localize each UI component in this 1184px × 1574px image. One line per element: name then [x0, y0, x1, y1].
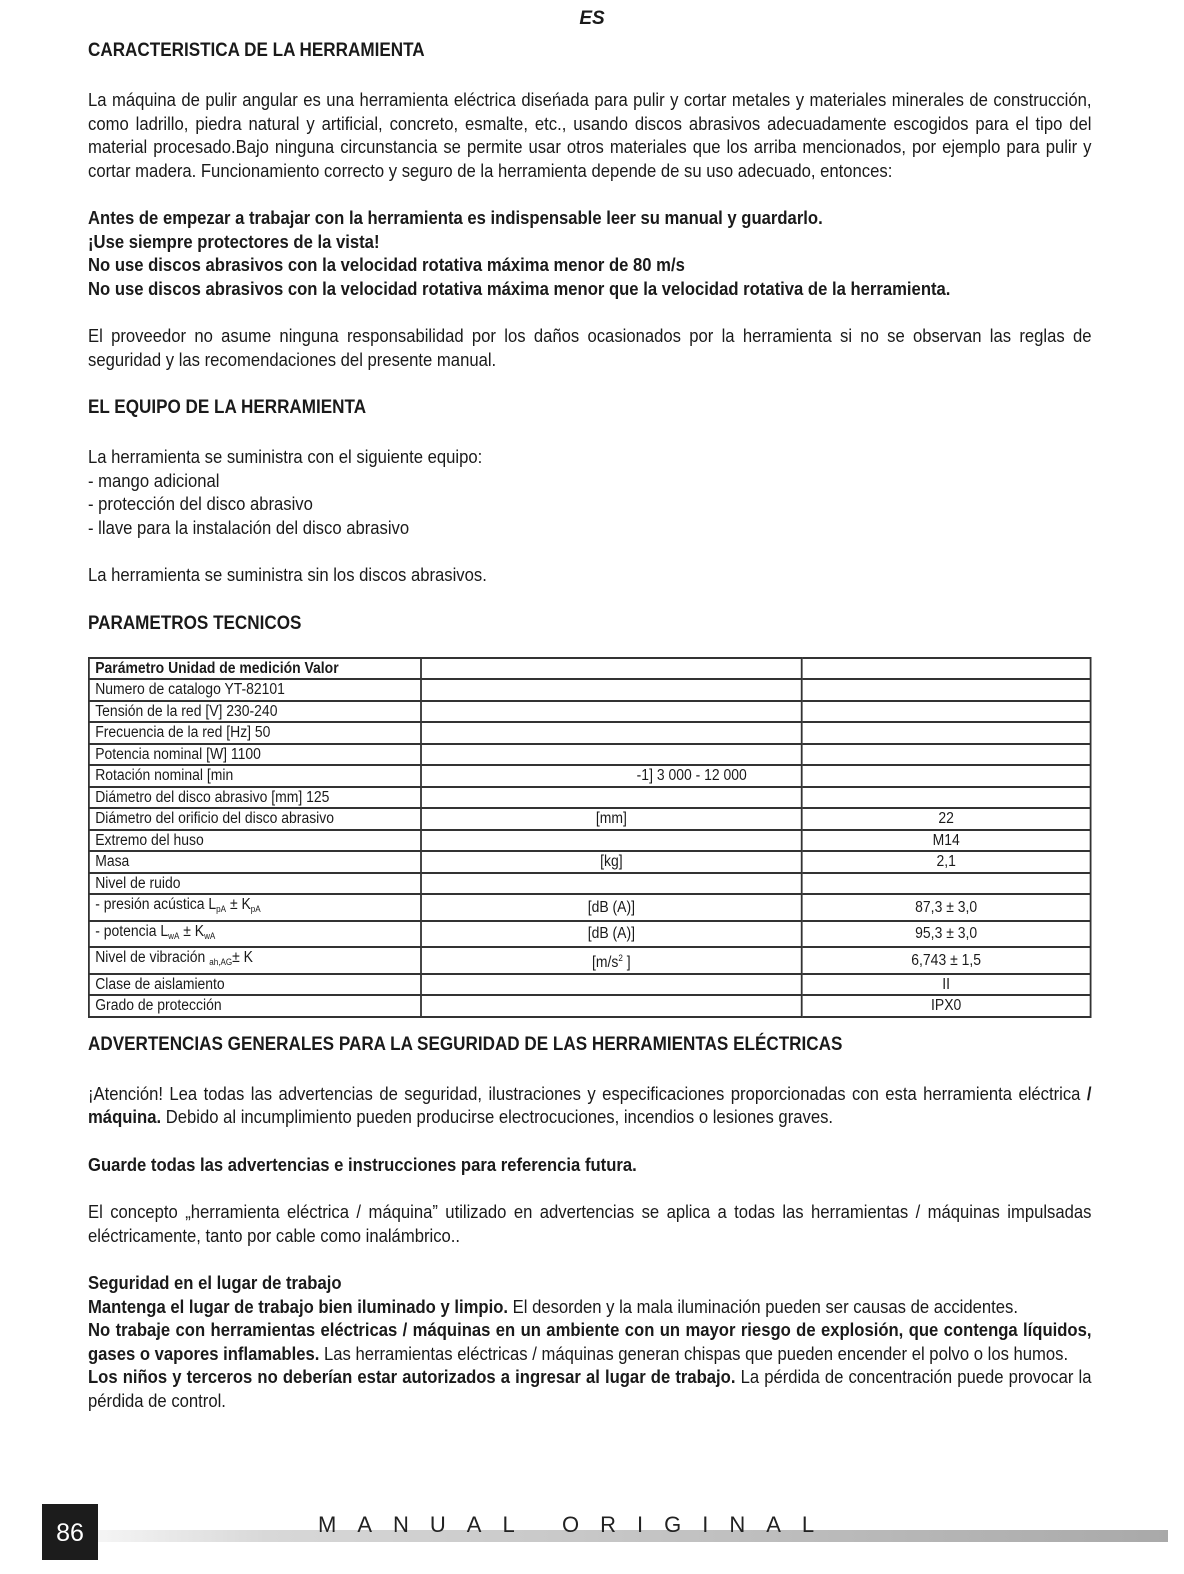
table-cell	[802, 722, 1091, 744]
table-cell	[421, 873, 802, 895]
table-cell	[802, 658, 1091, 680]
table-cell: Masa	[89, 851, 421, 873]
table-row	[89, 765, 1091, 787]
text-run-bold: / máquina.	[88, 1082, 1092, 1127]
table-cell: [kg]	[421, 851, 802, 873]
cell-text: - potencia L	[95, 922, 169, 940]
table-cell: Diámetro del orificio del disco abrasivo	[89, 808, 421, 830]
table-cell	[802, 765, 1091, 787]
warning-read-manual: Antes de empezar a trabajar con la herramienta es indispensable leer su manual y guardarlo.	[88, 207, 823, 228]
table-cell	[89, 894, 421, 921]
table-cell	[421, 722, 802, 744]
table-row	[89, 744, 1091, 766]
rule-lighting	[88, 1295, 1092, 1319]
equipment-intro: La herramienta se suministra con el siguiente equipo:	[88, 446, 483, 467]
section-title-characteristics: CARACTERISTICA DE LA HERRAMIENTA	[88, 40, 425, 61]
warning-speed-tool: No use discos abrasivos con la velocidad rotativa máxima menor que la velocidad rotativa de la herramienta.	[88, 277, 951, 299]
table-cell: M14	[802, 830, 1091, 852]
table-cell: [dB (A)]	[421, 921, 802, 948]
table-cell: Tensión de la red [V] 230-240	[89, 701, 421, 723]
cell-text: - presión acústica L	[95, 896, 217, 913]
language-code: ES	[579, 8, 605, 29]
table-row	[89, 851, 1091, 873]
subsection-title-workplace: Seguridad en el lugar de trabajo	[88, 1272, 342, 1293]
table-row	[89, 787, 1091, 809]
table-cell: Clase de aislamiento	[89, 974, 421, 996]
text-run: La pérdida de concentración puede provocar la pérdida de control.	[88, 1366, 1092, 1411]
table-cell	[421, 658, 802, 680]
table-cell	[802, 873, 1091, 895]
warning-speed-80: No use discos abrasivos con la velocidad rotativa máxima menor de 80 m/s	[88, 254, 685, 275]
paragraph-description: La máquina de pulir angular es una herramienta eléctrica diseńada para pulir y cortar metales y materiales minerales de construcción, como ladrillo, piedra natural y artificial, concreto, esmalte, etc., usando discos abrasivos adecuadamente escogidos para el tipo del material procesado.Bajo ninguna circunstancia se permite usar otros materiales que los arriba mencionados, por ejemplo para pulir y cortar madera. Funcionamiento correcto y seguro de la herramienta depende de su uso adecuado, entonces:	[88, 89, 1092, 181]
table-cell: Grado de protección	[89, 995, 421, 1017]
table-cell	[421, 995, 802, 1017]
table-cell: 87,3 ± 3,0	[802, 894, 1091, 921]
table-cell	[421, 974, 802, 996]
list-item: - protección del disco abrasivo	[88, 493, 313, 514]
table-cell: II	[802, 974, 1091, 996]
list-item: - llave para la instalación del disco abrasivo	[88, 516, 410, 538]
table-row	[89, 995, 1091, 1017]
table-cell: 6,743 ± 1,5	[802, 947, 1091, 974]
footer-manual-label: MANUAL ORIGINAL	[318, 1512, 836, 1537]
table-row	[89, 921, 1091, 948]
section-title-equipment: EL EQUIPO DE LA HERRAMIENTA	[88, 397, 367, 418]
table-cell: Parámetro Unidad de medición Valor	[89, 658, 421, 680]
table-row	[89, 894, 1091, 921]
rule-children	[88, 1365, 1092, 1412]
equipment-note: La herramienta se suministra sin los discos abrasivos.	[88, 564, 487, 585]
table-cell	[421, 701, 802, 723]
table-cell	[802, 701, 1091, 723]
text-run-bold: No trabaje con herramientas eléctricas / máquinas en un ambiente con un mayor riesgo de explosión, que contenga líquidos, gases o vapores inflamables.	[88, 1319, 1092, 1364]
table-cell: Frecuencia de la red [Hz] 50	[89, 722, 421, 744]
subscript: pA	[250, 904, 261, 914]
subscript: wA	[204, 930, 216, 941]
paragraph-attention	[88, 1082, 1092, 1129]
table-cell	[802, 679, 1091, 701]
text-run: ¡Atención! Lea todas las advertencias de seguridad, ilustraciones y especificaciones proporcionadas con esta herramienta eléctrica	[88, 1082, 1081, 1104]
table-cell: 95,3 ± 3,0	[802, 921, 1091, 948]
paragraph-concept: El concepto „herramienta eléctrica / máquina” utilizado en advertencias se aplica a todas las herramientas / máquinas impulsadas eléctricamente, tanto por cable como inalámbrico..	[88, 1201, 1092, 1246]
subscript: ah,AG	[209, 957, 233, 967]
table-cell	[421, 787, 802, 809]
text-run-bold: Los niños y terceros no deberían estar autorizados a ingresar al lugar de trabajo.	[88, 1366, 736, 1387]
paragraph-liability: El proveedor no asume ninguna responsabilidad por los daños ocasionados por la herramienta si no se observan las reglas de seguridad y las recomendaciones del presente manual.	[88, 325, 1092, 370]
text-run: El desorden y la mala iluminación pueden ser causas de accidentes.	[508, 1295, 1018, 1317]
cell-text: [m/s	[592, 953, 619, 971]
table-row	[89, 974, 1091, 996]
table-cell: 22	[802, 808, 1091, 830]
table-cell: [mm]	[421, 808, 802, 830]
page-content	[88, 38, 1092, 1412]
section-title-safety: ADVERTENCIAS GENERALES PARA LA SEGURIDAD DE LAS HERRAMIENTAS ELÉCTRICAS	[88, 1033, 843, 1055]
table-cell	[421, 830, 802, 852]
text-run: Las herramientas eléctricas / máquinas generan chispas que pueden encender el polvo o los humos.	[319, 1342, 1069, 1364]
table-row	[89, 701, 1091, 723]
table-row	[89, 722, 1091, 744]
subscript: pA	[216, 904, 227, 914]
table-cell	[802, 744, 1091, 766]
table-row	[89, 873, 1091, 895]
text-run-bold: Mantenga el lugar de trabajo bien iluminado y limpio.	[88, 1295, 509, 1317]
list-item: - mango adicional	[88, 469, 220, 491]
cell-text: ]	[622, 953, 631, 971]
table-cell: Nivel de ruido	[89, 873, 421, 895]
table-cell: Numero de catalogo YT-82101	[89, 679, 421, 701]
page-number: 86	[42, 1504, 98, 1560]
table-cell	[802, 787, 1091, 809]
table-cell	[421, 947, 802, 974]
table-cell	[89, 921, 421, 948]
table-cell: Extremo del huso	[89, 830, 421, 852]
parameters-table	[88, 657, 1092, 1018]
table-row	[89, 808, 1091, 830]
table-cell: IPX0	[802, 995, 1091, 1017]
table-cell: Diámetro del disco abrasivo [mm] 125	[89, 787, 421, 809]
table-cell	[421, 679, 802, 701]
table-cell: [dB (A)]	[421, 894, 802, 921]
cell-text: Nivel de vibración	[95, 949, 206, 966]
table-row	[89, 830, 1091, 852]
save-instructions: Guarde todas las advertencias e instrucciones para referencia futura.	[88, 1153, 637, 1175]
table-row	[89, 658, 1091, 680]
table-cell	[421, 744, 802, 766]
table-row	[89, 679, 1091, 701]
subscript: wA	[168, 930, 180, 941]
table-cell: -1] 3 000 - 12 000	[421, 765, 802, 787]
warning-eye-protection: ¡Use siempre protectores de la vista!	[88, 230, 380, 252]
text-run: Debido al incumplimiento pueden producirse electrocuciones, incendios o lesiones graves.	[161, 1106, 834, 1127]
rule-explosion	[88, 1318, 1092, 1365]
cell-text: ± K	[226, 896, 251, 913]
table-cell: 2,1	[802, 851, 1091, 873]
section-title-parameters: PARAMETROS TECNICOS	[88, 612, 302, 634]
table-cell	[89, 947, 421, 974]
cell-text: ± K	[232, 949, 253, 966]
superscript: 2	[618, 952, 623, 963]
cell-text: ± K	[179, 922, 205, 940]
table-cell: Rotación nominal [min	[89, 765, 421, 787]
table-cell: Potencia nominal [W] 1100	[89, 744, 421, 766]
table-row	[89, 947, 1091, 974]
